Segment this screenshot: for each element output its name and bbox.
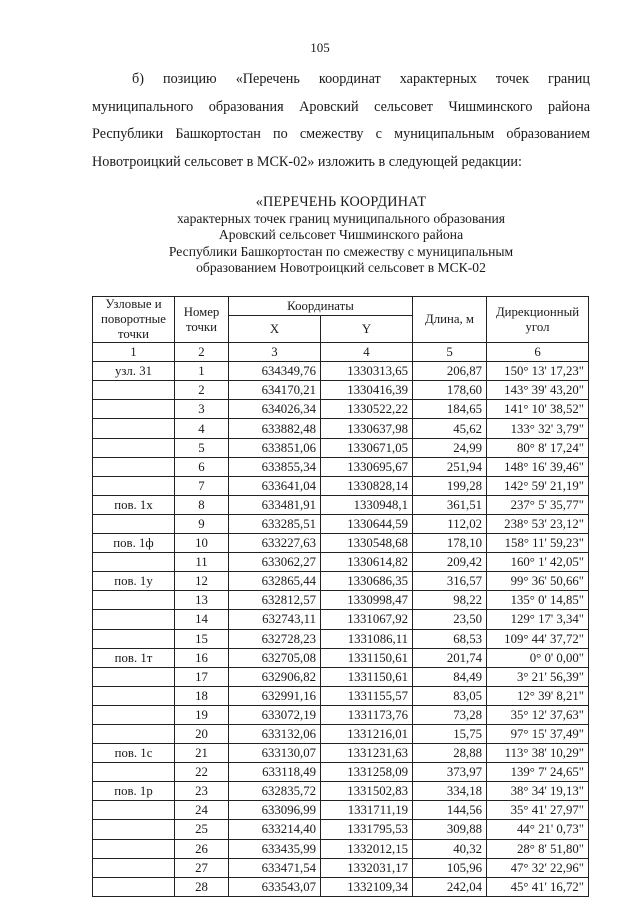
length-cell: 68,53 [413, 629, 487, 648]
direction-angle-cell: 129° 17' 3,34" [487, 610, 589, 629]
x-coordinate-cell: 633118,49 [229, 763, 321, 782]
point-number-cell: 7 [175, 476, 229, 495]
y-coordinate-cell: 1330828,14 [321, 476, 413, 495]
y-coordinate-cell: 1330948,1 [321, 495, 413, 514]
header-x: X [229, 316, 321, 343]
length-cell: 334,18 [413, 782, 487, 801]
table-row [93, 820, 589, 839]
length-cell: 24,99 [413, 438, 487, 457]
column-number: 5 [413, 343, 487, 362]
x-coordinate-cell: 632728,23 [229, 629, 321, 648]
node-label-cell [93, 514, 175, 533]
table-row [93, 400, 589, 419]
length-cell: 316,57 [413, 572, 487, 591]
node-label-cell: пов. 1х [93, 495, 175, 514]
column-number: 2 [175, 343, 229, 362]
table-row [93, 495, 589, 514]
table-row [93, 801, 589, 820]
point-number-cell: 27 [175, 858, 229, 877]
node-label-cell [93, 629, 175, 648]
point-number-cell: 18 [175, 686, 229, 705]
heading-line: характерных точек границ муниципального образования [176, 210, 506, 226]
y-coordinate-cell: 1330313,65 [321, 362, 413, 381]
heading-line: образованием Новотроицкий сельсовет в МСК-02 [196, 260, 486, 275]
direction-angle-cell: 158° 11' 59,23" [487, 534, 589, 553]
y-coordinate-cell: 1331258,09 [321, 763, 413, 782]
point-number-cell: 2 [175, 381, 229, 400]
direction-angle-cell: 142° 59' 21,19" [487, 476, 589, 495]
point-number-cell: 12 [175, 572, 229, 591]
length-cell: 206,87 [413, 362, 487, 381]
length-cell: 15,75 [413, 724, 487, 743]
direction-angle-cell: 160° 1' 42,05" [487, 553, 589, 572]
y-coordinate-cell: 1331067,92 [321, 610, 413, 629]
x-coordinate-cell: 633214,40 [229, 820, 321, 839]
node-label-cell [93, 667, 175, 686]
y-coordinate-cell: 1330416,39 [321, 381, 413, 400]
table-row [93, 476, 589, 495]
x-coordinate-cell: 634170,21 [229, 381, 321, 400]
x-coordinate-cell: 633471,54 [229, 858, 321, 877]
table-row [93, 553, 589, 572]
x-coordinate-cell: 632705,08 [229, 648, 321, 667]
node-label-cell [93, 763, 175, 782]
point-number-cell: 19 [175, 705, 229, 724]
table-row [93, 534, 589, 553]
y-coordinate-cell: 1331216,01 [321, 724, 413, 743]
point-number-cell: 15 [175, 629, 229, 648]
length-cell: 83,05 [413, 686, 487, 705]
column-number: 3 [229, 343, 321, 362]
length-cell: 98,22 [413, 591, 487, 610]
direction-angle-cell: 0° 0' 0,00" [487, 648, 589, 667]
table-row [93, 381, 589, 400]
table-row [93, 438, 589, 457]
heading-line: Аровский сельсовет Чишминского района [218, 227, 464, 242]
direction-angle-cell: 28° 8' 51,80" [487, 839, 589, 858]
direction-angle-cell: 237° 5' 35,77" [487, 495, 589, 514]
length-cell: 73,28 [413, 705, 487, 724]
node-label-cell [93, 820, 175, 839]
table-row [93, 724, 589, 743]
heading-line: Республики Башкортостан по смежеству с муниципальным [168, 243, 514, 259]
intro-line: Республики Башкортостан по смежеству с муниципальным образованием [92, 126, 590, 142]
direction-angle-cell: 109° 44' 37,72" [487, 629, 589, 648]
node-label-cell [93, 438, 175, 457]
intro-line: Новотроицкий сельсовет в МСК-02» изложить в следующей редакции: [92, 153, 522, 170]
node-label-cell [93, 801, 175, 820]
column-number: 1 [93, 343, 175, 362]
x-coordinate-cell: 632906,82 [229, 667, 321, 686]
point-number-cell: 5 [175, 438, 229, 457]
point-number-cell: 13 [175, 591, 229, 610]
header-nodes: Узловые и поворотные точки [93, 297, 175, 343]
point-number-cell: 22 [175, 763, 229, 782]
length-cell: 28,88 [413, 744, 487, 763]
node-label-cell [93, 610, 175, 629]
x-coordinate-cell: 633227,63 [229, 534, 321, 553]
direction-angle-cell: 12° 39' 8,21" [487, 686, 589, 705]
length-cell: 178,10 [413, 534, 487, 553]
node-label-cell [93, 877, 175, 896]
x-coordinate-cell: 633882,48 [229, 419, 321, 438]
point-number-cell: 6 [175, 457, 229, 476]
table-row [93, 667, 589, 686]
direction-angle-cell: 141° 10' 38,52" [487, 400, 589, 419]
y-coordinate-cell: 1330998,47 [321, 591, 413, 610]
x-coordinate-cell: 632991,16 [229, 686, 321, 705]
header-direction: Дирекционный угол [487, 297, 589, 343]
table-row [93, 705, 589, 724]
node-label-cell [93, 381, 175, 400]
x-coordinate-cell: 634026,34 [229, 400, 321, 419]
length-cell: 184,65 [413, 400, 487, 419]
node-label-cell [93, 419, 175, 438]
intro-line: муниципального образования Аровский сельсовет Чишминского района [92, 98, 590, 115]
node-label-cell: пов. 1р [93, 782, 175, 801]
node-label-cell [93, 591, 175, 610]
x-coordinate-cell: 632865,44 [229, 572, 321, 591]
x-coordinate-cell: 633435,99 [229, 839, 321, 858]
direction-angle-cell: 135° 0' 14,85" [487, 591, 589, 610]
point-number-cell: 26 [175, 839, 229, 858]
point-number-cell: 14 [175, 610, 229, 629]
y-coordinate-cell: 1331150,61 [321, 667, 413, 686]
table-body [93, 362, 589, 897]
direction-angle-cell: 139° 7' 24,65" [487, 763, 589, 782]
direction-angle-cell: 133° 32' 3,79" [487, 419, 589, 438]
heading-title: «ПЕРЕЧЕНЬ КООРДИНАТ [255, 194, 427, 210]
table-row [93, 648, 589, 667]
point-number-cell: 25 [175, 820, 229, 839]
y-coordinate-cell: 1331173,76 [321, 705, 413, 724]
length-cell: 361,51 [413, 495, 487, 514]
table-row [93, 591, 589, 610]
y-coordinate-cell: 1330548,68 [321, 534, 413, 553]
table-row [93, 686, 589, 705]
node-label-cell: пов. 1с [93, 744, 175, 763]
header-coordinates: Координаты [229, 297, 413, 316]
length-cell: 40,32 [413, 839, 487, 858]
direction-angle-cell: 143° 39' 43,20" [487, 381, 589, 400]
direction-angle-cell: 80° 8' 17,24" [487, 438, 589, 457]
page-number: 105 [310, 40, 330, 55]
y-coordinate-cell: 1330695,67 [321, 457, 413, 476]
column-number: 4 [321, 343, 413, 362]
length-cell: 251,94 [413, 457, 487, 476]
length-cell: 178,60 [413, 381, 487, 400]
table-row [93, 572, 589, 591]
point-number-cell: 20 [175, 724, 229, 743]
y-coordinate-cell: 1332109,34 [321, 877, 413, 896]
table-row [93, 744, 589, 763]
length-cell: 242,04 [413, 877, 487, 896]
length-cell: 201,74 [413, 648, 487, 667]
x-coordinate-cell: 632743,11 [229, 610, 321, 629]
x-coordinate-cell: 633096,99 [229, 801, 321, 820]
direction-angle-cell: 97° 15' 37,49" [487, 724, 589, 743]
node-label-cell: пов. 1т [93, 648, 175, 667]
y-coordinate-cell: 1330644,59 [321, 514, 413, 533]
point-number-cell: 23 [175, 782, 229, 801]
point-number-cell: 9 [175, 514, 229, 533]
node-label-cell: узл. 31 [93, 362, 175, 381]
table-row [93, 858, 589, 877]
node-label-cell [93, 476, 175, 495]
y-coordinate-cell: 1331795,53 [321, 820, 413, 839]
table-heading [92, 194, 590, 277]
header-number: Номер точки [175, 297, 229, 343]
x-coordinate-cell: 633855,34 [229, 457, 321, 476]
x-coordinate-cell: 633072,19 [229, 705, 321, 724]
x-coordinate-cell: 632812,57 [229, 591, 321, 610]
coordinates-table [92, 296, 589, 897]
node-label-cell: пов. 1у [93, 572, 175, 591]
node-label-cell [93, 686, 175, 705]
node-label-cell [93, 724, 175, 743]
point-number-cell: 3 [175, 400, 229, 419]
point-number-cell: 1 [175, 362, 229, 381]
y-coordinate-cell: 1331231,63 [321, 744, 413, 763]
direction-angle-cell: 238° 53' 23,12" [487, 514, 589, 533]
table-row [93, 877, 589, 896]
table-row [93, 839, 589, 858]
point-number-cell: 21 [175, 744, 229, 763]
direction-angle-cell: 38° 34' 19,13" [487, 782, 589, 801]
table-row [93, 514, 589, 533]
direction-angle-cell: 35° 41' 27,97" [487, 801, 589, 820]
header-y: Y [321, 316, 413, 343]
y-coordinate-cell: 1330614,82 [321, 553, 413, 572]
node-label-cell: пов. 1ф [93, 534, 175, 553]
length-cell: 309,88 [413, 820, 487, 839]
direction-angle-cell: 47° 32' 22,96" [487, 858, 589, 877]
x-coordinate-cell: 634349,76 [229, 362, 321, 381]
point-number-cell: 4 [175, 419, 229, 438]
point-number-cell: 28 [175, 877, 229, 896]
x-coordinate-cell: 633062,27 [229, 553, 321, 572]
direction-angle-cell: 99° 36' 50,66" [487, 572, 589, 591]
node-label-cell [93, 553, 175, 572]
y-coordinate-cell: 1330637,98 [321, 419, 413, 438]
table-row [93, 362, 589, 381]
x-coordinate-cell: 633130,07 [229, 744, 321, 763]
length-cell: 23,50 [413, 610, 487, 629]
node-label-cell [93, 400, 175, 419]
point-number-cell: 8 [175, 495, 229, 514]
y-coordinate-cell: 1331711,19 [321, 801, 413, 820]
direction-angle-cell: 150° 13' 17,23" [487, 362, 589, 381]
y-coordinate-cell: 1330671,05 [321, 438, 413, 457]
length-cell: 45,62 [413, 419, 487, 438]
x-coordinate-cell: 633132,06 [229, 724, 321, 743]
x-coordinate-cell: 633851,06 [229, 438, 321, 457]
length-cell: 112,02 [413, 514, 487, 533]
node-label-cell [93, 839, 175, 858]
length-cell: 144,56 [413, 801, 487, 820]
length-cell: 199,28 [413, 476, 487, 495]
header-length: Длина, м [413, 297, 487, 343]
point-number-cell: 24 [175, 801, 229, 820]
length-cell: 373,97 [413, 763, 487, 782]
point-number-cell: 17 [175, 667, 229, 686]
direction-angle-cell: 113° 38' 10,29" [487, 744, 589, 763]
direction-angle-cell: 35° 12' 37,63" [487, 705, 589, 724]
x-coordinate-cell: 633543,07 [229, 877, 321, 896]
length-cell: 84,49 [413, 667, 487, 686]
table-row [93, 419, 589, 438]
direction-angle-cell: 45° 41' 16,72" [487, 877, 589, 896]
length-cell: 105,96 [413, 858, 487, 877]
direction-angle-cell: 148° 16' 39,46" [487, 457, 589, 476]
x-coordinate-cell: 632835,72 [229, 782, 321, 801]
y-coordinate-cell: 1331150,61 [321, 648, 413, 667]
y-coordinate-cell: 1330686,35 [321, 572, 413, 591]
y-coordinate-cell: 1331502,83 [321, 782, 413, 801]
direction-angle-cell: 3° 21' 56,39" [487, 667, 589, 686]
y-coordinate-cell: 1332012,15 [321, 839, 413, 858]
x-coordinate-cell: 633641,04 [229, 476, 321, 495]
x-coordinate-cell: 633285,51 [229, 514, 321, 533]
table-row [93, 782, 589, 801]
table-row [93, 610, 589, 629]
point-number-cell: 10 [175, 534, 229, 553]
column-number: 6 [487, 343, 589, 362]
table-row [93, 629, 589, 648]
table-row [93, 457, 589, 476]
intro-line: б) позицию «Перечень координат характерных точек границ [132, 71, 590, 87]
y-coordinate-cell: 1331086,11 [321, 629, 413, 648]
node-label-cell [93, 457, 175, 476]
table-row [93, 763, 589, 782]
intro-paragraph [92, 66, 590, 176]
node-label-cell [93, 705, 175, 724]
point-number-cell: 16 [175, 648, 229, 667]
point-number-cell: 11 [175, 553, 229, 572]
y-coordinate-cell: 1332031,17 [321, 858, 413, 877]
y-coordinate-cell: 1330522,22 [321, 400, 413, 419]
y-coordinate-cell: 1331155,57 [321, 686, 413, 705]
direction-angle-cell: 44° 21' 0,73" [487, 820, 589, 839]
length-cell: 209,42 [413, 553, 487, 572]
node-label-cell [93, 858, 175, 877]
x-coordinate-cell: 633481,91 [229, 495, 321, 514]
